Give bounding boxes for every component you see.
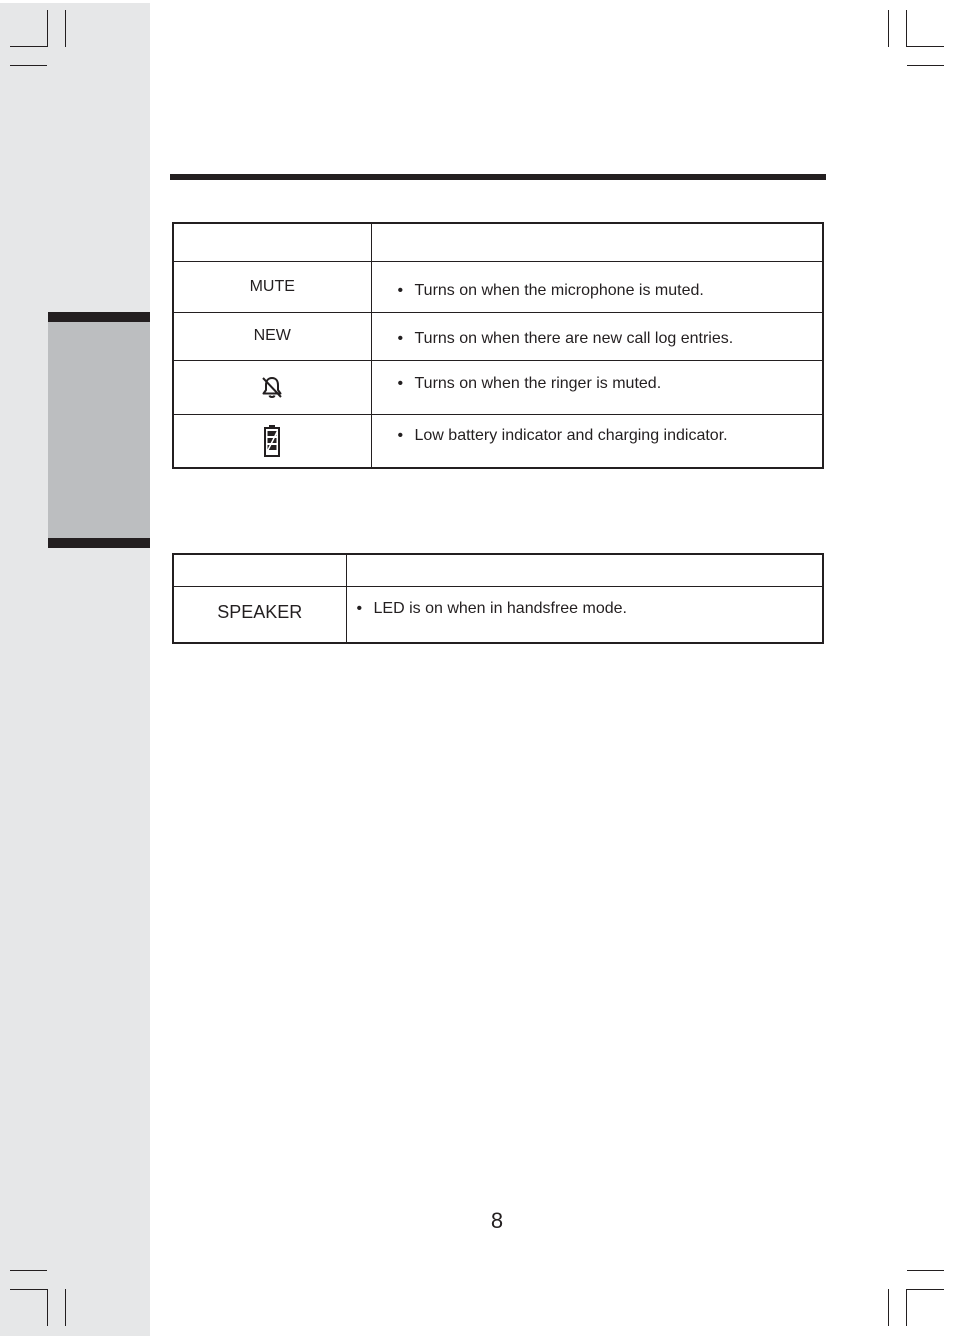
indicator-label: NEW: [173, 312, 371, 360]
crop-mark: [47, 10, 48, 47]
sidebar-panel: [0, 3, 150, 1336]
table-header-cell: [346, 554, 823, 586]
bullet: •: [397, 281, 404, 299]
table-row: [173, 586, 823, 643]
crop-mark: [10, 1270, 47, 1271]
indicator-description: [371, 360, 823, 414]
bullet: •: [397, 330, 404, 347]
table-row: [173, 261, 823, 312]
bullet: •: [397, 375, 404, 392]
table-header-cell: [173, 554, 346, 586]
crop-mark: [906, 10, 907, 47]
crop-mark: [907, 46, 944, 47]
description-text: LED is on when in handsfree mode.: [373, 599, 627, 617]
crop-mark: [65, 1289, 66, 1326]
crop-mark: [906, 1289, 907, 1326]
battery-icon: [263, 424, 281, 458]
chapter-tab: [48, 312, 150, 548]
crop-mark: [907, 1270, 944, 1271]
crop-mark: [888, 10, 889, 47]
crop-mark: [47, 1289, 48, 1326]
indicator-description: [371, 312, 823, 360]
crop-mark: [907, 65, 944, 66]
page-number: 8: [490, 1208, 504, 1233]
table-header-cell: [173, 223, 371, 261]
table-header-row: [173, 223, 823, 261]
indicator-icon-cell: [173, 360, 371, 414]
indicator-description: [371, 414, 823, 468]
description-text: Turns on when there are new call log entries.: [414, 330, 734, 347]
bullet: •: [356, 599, 363, 617]
table-header-cell: [371, 223, 823, 261]
crop-mark: [10, 46, 47, 47]
table-row: [173, 414, 823, 468]
description-text: Low battery indicator and charging indicator.: [414, 426, 728, 444]
crop-mark: [65, 10, 66, 47]
table-row: [173, 360, 823, 414]
indicator-description: [371, 261, 823, 312]
description-text: Turns on when the microphone is muted.: [414, 281, 704, 299]
led-description: [346, 586, 823, 643]
crop-mark: [888, 1289, 889, 1326]
bullet: •: [397, 426, 404, 444]
crop-mark: [907, 1289, 944, 1290]
led-label: SPEAKER: [173, 586, 346, 643]
description-text: Turns on when the ringer is muted.: [414, 375, 662, 392]
table-header-row: [173, 554, 823, 586]
ringer-off-icon: [259, 374, 285, 400]
indicator-label: MUTE: [173, 261, 371, 312]
chapter-tab-top-bar: [48, 312, 150, 322]
indicator-table: [172, 222, 824, 469]
header-rule: [170, 174, 826, 180]
indicator-icon-cell: [173, 414, 371, 468]
led-table: [172, 553, 824, 644]
crop-mark: [10, 1289, 47, 1290]
chapter-tab-bottom-bar: [48, 538, 150, 548]
table-row: [173, 312, 823, 360]
crop-mark: [10, 65, 47, 66]
